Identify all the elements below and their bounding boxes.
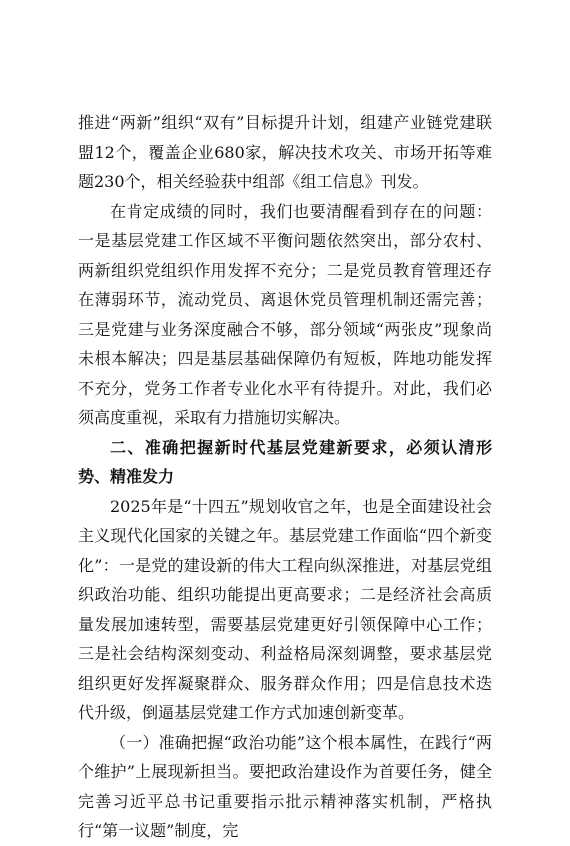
paragraph-party-building-achievements: 推进“两新”组织“双有”目标提升计划，组建产业链党建联盟12个，覆盖企业680家，解决技术攻关、市场开拓等难题230个，相关经验获中组部《组工信息》刊发。: [78, 113, 492, 191]
paragraph-four-new-changes: 2025年是“十四五”规划收官之年，也是全面建设社会主义现代化国家的关键之年。基层党建工作面临“四个新变化”：一是党的建设新的伟大工程向纵深推进，对基层党组织政治功能、组织功能提出更高要求；二是经济社会高质量发展加速转型，需要基层党建更好引领保障中心工作；三是社会结构深刻变动、利益格局深刻调整，要求基层党组织更好发挥凝聚群众、服务群众作用；四是信息技术迭代升级，倒逼基层党建工作方式加速创新变革。: [78, 496, 492, 722]
section-heading-two: 二、准确把握新时代基层党建新要求，必须认清形势、精准发力: [78, 437, 492, 486]
paragraph-political-function: （一）准确把握“政治功能”这个根本属性，在践行“两个维护”上展现新担当。要把政治建设作为首要任务，健全完善习近平总书记重要指示批示精神落实机制，严格执行“第一议题”制度，完: [78, 732, 492, 840]
document-page: [78, 108, 492, 846]
paragraph-existing-problems: 在肯定成绩的同时，我们也要清醒看到存在的问题：一是基层党建工作区域不平衡问题依然突出，部分农村、两新组织党组织作用发挥不充分；二是党员教育管理还存在薄弱环节，流动党员、离退休党员管理机制还需完善；三是党建与业务深度融合不够，部分领域“两张皮”现象尚未根本解决；四是基层基础保障仍有短板，阵地功能发挥不充分，党务工作者专业化水平有待提升。对此，我们必须高度重视，采取有力措施切实解决。: [78, 201, 492, 427]
